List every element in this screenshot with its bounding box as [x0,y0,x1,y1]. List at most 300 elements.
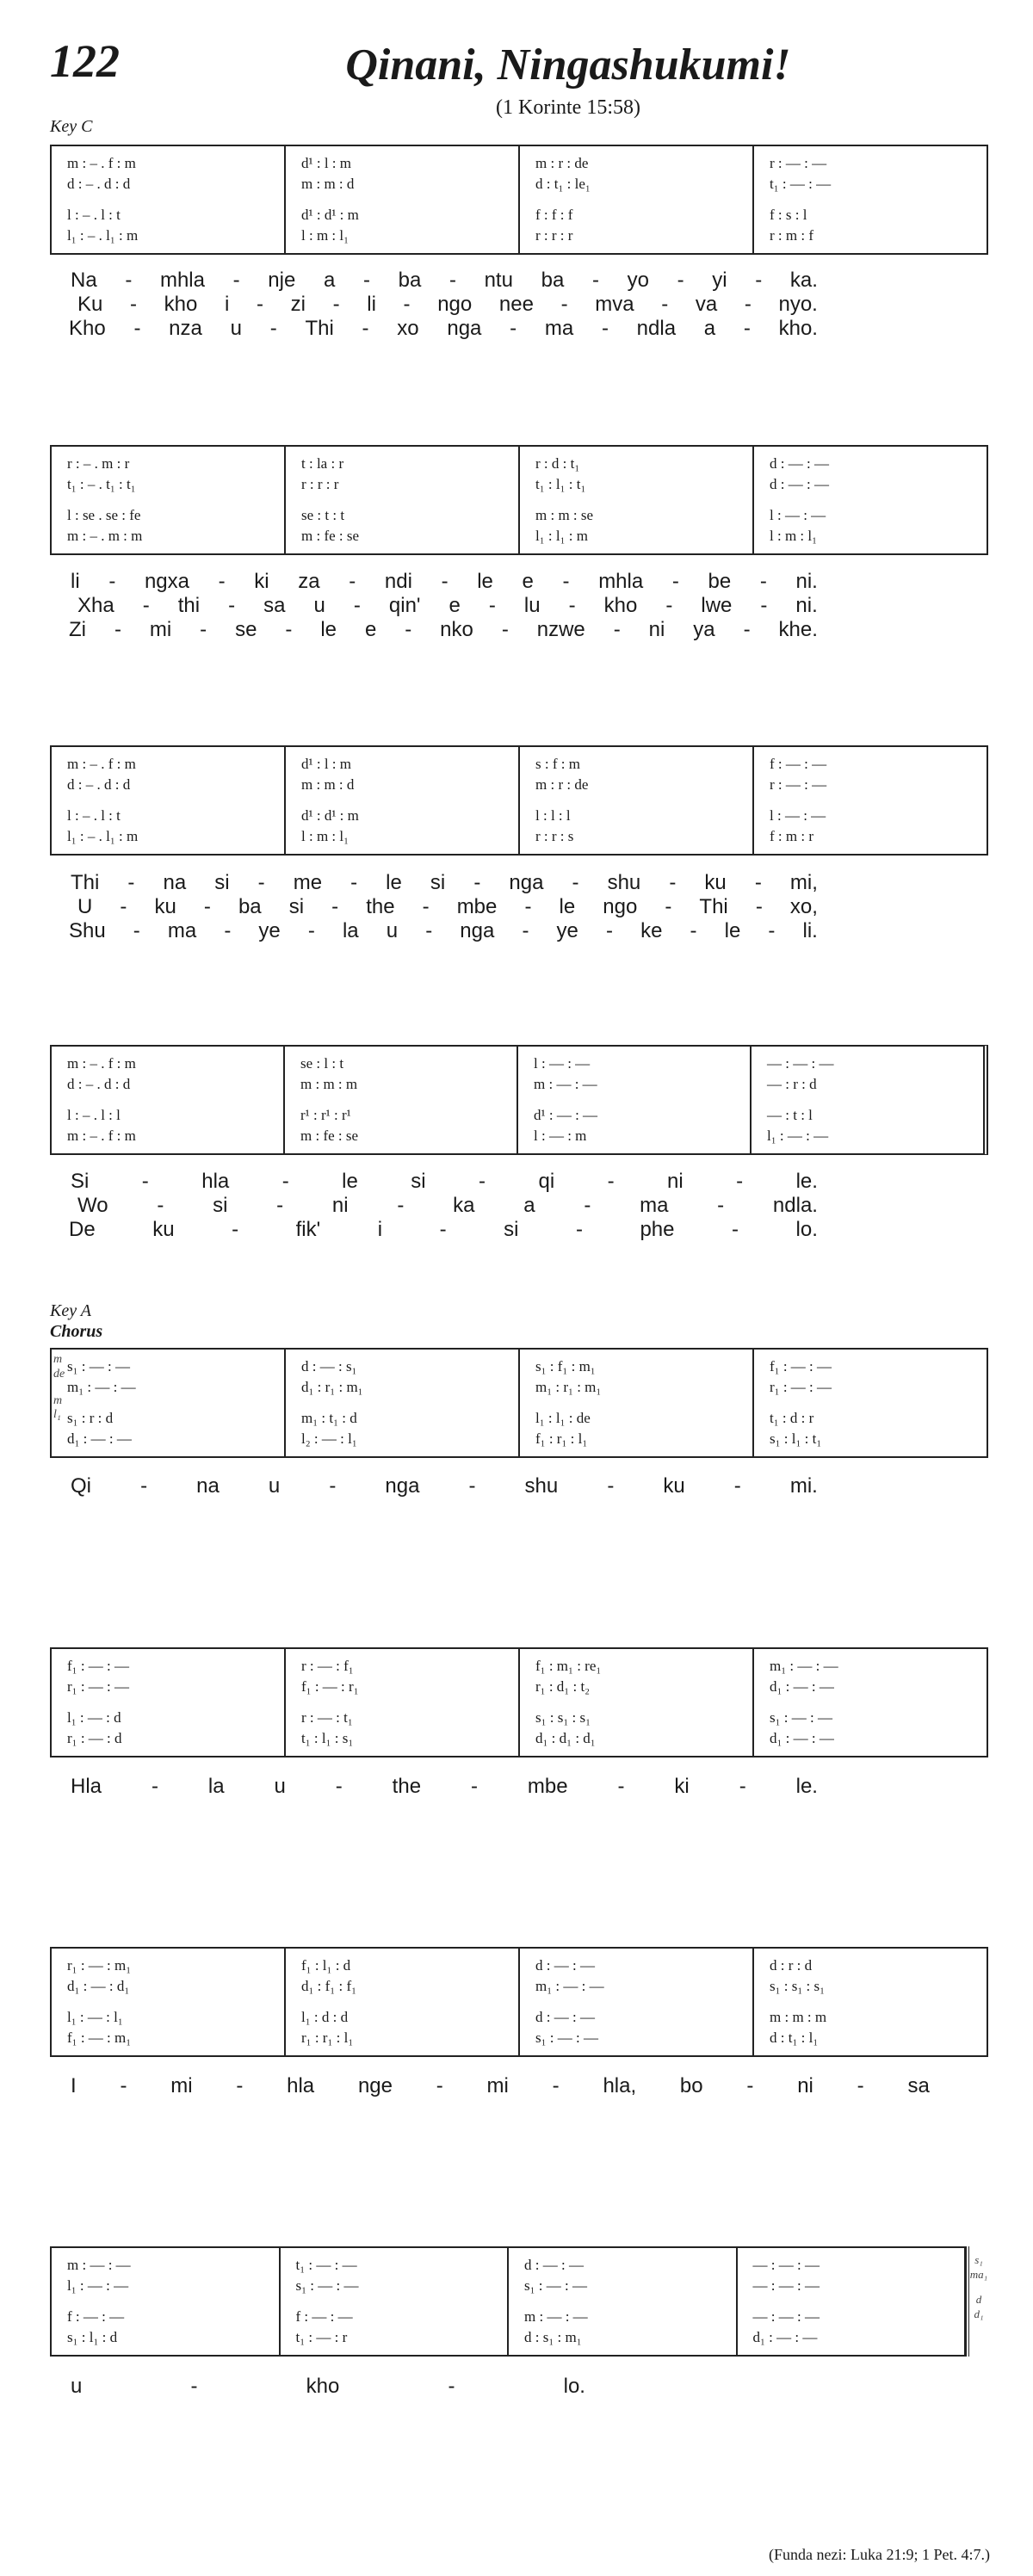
lyric-syllable: - [524,895,532,918]
lyric-syllable: kho [164,293,198,316]
lyric-syllable: - [349,570,356,593]
lyrics-block [0,1170,1033,1242]
lyric-line [0,1474,1033,1498]
lyric-syllable: - [607,1170,615,1193]
modulation-note: ma₁ [969,2267,988,2281]
lyric-syllable: le [559,895,576,918]
solfa-voice-part: m : m : se [535,507,594,523]
solfa-voice-part: l : l : l [535,807,571,824]
lyric-syllable: li. [802,919,818,942]
lyric-syllable: le [320,618,337,641]
lyric-line [0,618,1033,642]
solfa-voice-part: — : r : d [767,1076,817,1092]
lyric-syllable: - [552,2074,560,2097]
solfa-voice-part: f : — : — [295,2308,353,2325]
lyric-syllable: nee [498,293,534,316]
lyric-syllable: - [591,269,599,292]
lyric-syllable: e [364,618,377,641]
cross-reference: (Funda nezi: Luka 21:9; 1 Pet. 4:7.) [769,2546,990,2563]
measure [752,747,987,854]
solfa-voice-part: l₂ : — : l₁ [301,1430,357,1447]
lyric-syllable: lwe [701,594,733,617]
solfa-voice-part: r₁ : — : — [67,1678,130,1695]
solfa-voice-part: m₁ : — : — [770,1658,838,1674]
solfa-voice-part: r₁ : — : m₁ [67,1957,132,1974]
lyric-syllable: ni. [795,570,818,593]
lyric-syllable: ni [797,2074,813,2097]
lyric-syllable: - [127,871,135,894]
lyric-syllable: ba [398,269,422,292]
lyric-syllable: - [562,570,570,593]
modulation-note: d [975,2292,982,2306]
measure [284,447,518,553]
lyric-syllable: - [362,317,369,340]
lyric-syllable: ma [544,317,574,340]
lyric-syllable: - [422,895,430,918]
lyric-syllable: la [342,919,359,942]
solfa-voice-part: m : m : m [770,2009,827,2025]
lyric-syllable: ye [258,919,281,942]
lyric-syllable: - [617,1775,625,1798]
lyric-syllable: ye [556,919,578,942]
solfa-voice-part: m : m : m [300,1076,358,1092]
lyric-line [0,2375,1033,2399]
lyric-syllable: - [755,269,763,292]
lyric-syllable: lo. [563,2375,585,2398]
solfa-voice-part: r : – . m : r [67,455,130,472]
voice-marker: de [53,1367,65,1381]
solfa-voice-part: r : — : — [770,776,827,793]
solfa-voice-part: d : — : s₁ [301,1358,357,1374]
solfa-voice-part: s₁ : — : — [295,2277,359,2294]
voice-marker: l₁ [53,1408,61,1422]
solfa-voice-part: d : — : — [770,455,829,472]
lyric-syllable: - [501,618,509,641]
lyric-line [0,1775,1033,1799]
lyric-syllable: - [133,317,141,340]
solfa-voice-part: m₁ : — : — [67,1379,136,1395]
lyric-syllable: - [479,1170,486,1193]
chorus-label: Chorus [50,1322,103,1341]
lyric-syllable: ku [663,1474,685,1498]
lyric-syllable: - [669,871,677,894]
solfa-voice-part: m : fe : se [301,528,360,544]
lyric-syllable: - [665,895,672,918]
solfa-voice-part: l : se . se : fe [67,507,141,523]
lyric-syllable: - [601,317,609,340]
measure [52,1949,284,2055]
lyric-syllable: me [293,871,323,894]
lyric-syllable: - [353,594,361,617]
modulation-note: s₁ [974,2253,983,2266]
solfa-voice-part: d₁ : — : — [770,1730,834,1746]
lyric-syllable: fik' [295,1218,321,1241]
lyric-syllable: ki [254,570,269,593]
lyric-syllable: - [605,919,613,942]
solfa-voice-part: l : — : — [534,1055,591,1072]
lyric-syllable: Thi [305,317,334,340]
lyric-syllable: - [468,1474,476,1498]
lyric-syllable: U [77,895,93,918]
solfa-voice-part: l₁ : — : l₁ [67,2009,123,2025]
lyric-syllable: le [477,570,493,593]
solfa-voice-part: s₁ : s₁ : s₁ [535,1709,591,1726]
lyric-syllable: lu [523,594,541,617]
voice-markers [53,1353,65,1423]
lyric-syllable: Wo [77,1194,108,1217]
verse-system [50,1045,988,1155]
solfa-voice-part: m : — : — [524,2308,588,2325]
lyric-syllable: sa [263,594,286,617]
solfa-voice-part: l₁ : — : d [67,1709,121,1726]
lyric-syllable: - [746,2074,754,2097]
solfa-voice-part: l : – . l : t [67,207,121,223]
lyric-syllable: ni [331,1194,349,1217]
lyric-syllable: - [510,317,517,340]
lyric-syllable: u [230,317,242,340]
solfa-voice-part: — : — : — [752,2277,820,2294]
measure [52,1649,284,1756]
lyric-syllable: - [200,618,207,641]
lyric-syllable: - [329,1474,337,1498]
measure [518,447,752,553]
solfa-voice-part: r : r : r [535,227,573,244]
lyric-syllable: na [163,871,187,894]
lyric-syllable: xo, [789,895,818,918]
lyric-syllable: - [743,317,751,340]
lyric-syllable: se [235,618,257,641]
solfa-voice-part: d : t₁ : le₁ [535,176,591,192]
solfa-voice-part: m : – . f : m [67,155,136,171]
lyric-syllable: nyo. [778,293,818,316]
lyric-syllable: qi [538,1170,555,1193]
lyric-syllable: the [366,895,395,918]
solfa-voice-part: r₁ : d₁ : t₂ [535,1678,591,1695]
solfa-voice-part: f : — : — [67,2308,125,2325]
measure [752,146,987,253]
lyric-syllable: - [218,570,226,593]
solfa-voice-part: t₁ : – . t₁ : t₁ [67,476,136,492]
measure [52,1047,283,1153]
lyric-syllable: ma [167,919,197,942]
lyric-syllable: - [690,919,697,942]
solfa-voice-part: d : — : — [535,2009,595,2025]
solfa-voice-part: m₁ : t₁ : d [301,1410,357,1426]
lyric-syllable: phe [640,1218,675,1241]
solfa-voice-part: s₁ : — : — [535,2029,598,2046]
lyrics-block [0,871,1033,943]
lyric-syllable: ku [154,895,176,918]
solfa-voice-part: m : m : d [301,176,355,192]
lyric-syllable: - [743,618,751,641]
lyric-syllable: - [281,1170,289,1193]
lyric-syllable: - [350,871,358,894]
lyric-syllable: i [377,1218,383,1241]
measure [284,1350,518,1456]
solfa-voice-part: s₁ : l₁ : t₁ [770,1430,822,1447]
lyric-syllable: u [274,1775,286,1798]
lyric-syllable: - [607,1474,615,1498]
lyric-syllable: ndla [636,317,677,340]
lyric-syllable: Kho [69,317,106,340]
solfa-voice-part: s₁ : r : d [67,1410,114,1426]
lyric-syllable: va [695,293,718,316]
solfa-voice-part: m : – . f : m [67,1055,136,1072]
solfa-voice-part: f₁ : — : m₁ [67,2029,132,2046]
lyric-syllable: - [470,1775,478,1798]
lyric-syllable: De [69,1218,96,1241]
lyric-syllable: zi [290,293,306,316]
modulation-note: d₁ [974,2307,984,2320]
lyric-syllable: - [276,1194,284,1217]
solfa-voice-part: r₁ : r₁ : l₁ [301,2029,354,2046]
solfa-voice-part: m : fe : se [300,1127,359,1144]
solfa-voice-part: d₁ : — : — [752,2329,818,2345]
lyric-syllable: - [141,1170,149,1193]
solfa-voice-part: m : m : d [301,776,355,793]
solfa-voice-part: l₁ : d : d [301,2009,349,2025]
solfa-voice-part: m : – . f : m [67,1127,136,1144]
measure [52,447,284,553]
measure [518,1350,752,1456]
lyric-syllable: - [232,269,240,292]
lyric-syllable: lo. [795,1218,818,1241]
lyric-syllable: be [708,570,732,593]
solfa-voice-part: r₁ : — : — [770,1379,832,1395]
lyric-syllable: shu [607,871,641,894]
key-label-chorus: Key A [50,1301,91,1320]
lyric-syllable: ni [667,1170,684,1193]
lyrics-block [0,1474,1033,1498]
measure [284,747,518,854]
solfa-voice-part: l₁ : – . l₁ : m [67,227,139,244]
solfa-voice-part: t₁ : — : — [295,2257,357,2273]
lyric-syllable: - [256,293,263,316]
lyric-syllable: - [665,594,673,617]
solfa-voice-part: d : s₁ : m₁ [524,2329,582,2345]
lyric-syllable: mhla [159,269,205,292]
lyric-syllable: - [759,570,767,593]
solfa-voice-part: d : — : — [524,2257,584,2273]
lyric-syllable: mi. [789,1474,818,1498]
solfa-voice-part: d : – . d : d [67,1076,131,1092]
lyric-syllable: xo [397,317,419,340]
measure [52,146,284,253]
solfa-voice-part: d : — : — [770,476,829,492]
solfa-voice-part: t₁ : l₁ : t₁ [535,476,586,492]
solfa-voice-part: f : — : — [770,756,827,772]
lyric-syllable: ba [541,269,565,292]
lyric-syllable: nzwe [536,618,585,641]
lyric-syllable: ni [648,618,665,641]
lyric-syllable: bo [679,2074,703,2097]
lyric-syllable: - [448,2375,455,2398]
verse-system [50,145,988,255]
measure [284,146,518,253]
solfa-voice-part: — : t : l [767,1107,813,1123]
lyric-syllable: ndla. [772,1194,818,1217]
measure [518,1649,752,1756]
lyric-syllable: a [523,1194,535,1217]
solfa-voice-part: l : — : m [534,1127,587,1144]
lyrics-block [0,2375,1033,2399]
lyric-syllable: u [313,594,325,617]
solfa-voice-part: l₁ : l₁ : m [535,528,588,544]
lyric-syllable: Shu [69,919,106,942]
solfa-voice-part: m : r : de [535,776,589,793]
lyric-syllable: si [411,1170,426,1193]
solfa-voice-part: f₁ : — : — [770,1358,832,1374]
lyric-line [0,919,1033,943]
chorus-system [50,1947,988,2057]
lyric-syllable: thi [177,594,201,617]
solfa-voice-part: d¹ : l : m [301,155,351,171]
solfa-voice-part: f : f : f [535,207,573,223]
solfa-voice-part: s₁ : — : — [524,2277,587,2294]
measure [52,1350,284,1456]
solfa-voice-part: d₁ : f₁ : f₁ [301,1978,357,1994]
solfa-voice-part: d : – . d : d [67,176,131,192]
solfa-voice-part: m₁ : r₁ : m₁ [535,1379,602,1395]
solfa-voice-part: m₁ : — : — [535,1978,604,1994]
solfa-voice-part: l₁ : – . l₁ : m [67,828,139,844]
lyric-line [0,2074,1033,2098]
solfa-voice-part: l : m : l₁ [301,227,349,244]
lyric-syllable: ni. [795,594,818,617]
measure [752,447,987,553]
lyric-syllable: ba [238,895,262,918]
lyric-line [0,269,1033,293]
lyric-syllable: ngxa [144,570,189,593]
lyric-syllable: - [448,269,456,292]
solfa-voice-part: d¹ : d¹ : m [301,207,359,223]
voice-marker: m [53,1353,63,1366]
lyrics-block [0,2074,1033,2098]
measure [284,1949,518,2055]
lyric-syllable: - [568,594,576,617]
chorus-system [50,2246,966,2357]
solfa-voice-part: s₁ : f₁ : m₁ [535,1358,596,1374]
lyric-syllable: ya [693,618,715,641]
solfa-voice-part: d : — : — [535,1957,595,1974]
measure [752,1949,987,2055]
lyric-syllable: hla, [603,2074,637,2097]
lyric-syllable: - [441,570,448,593]
measure [518,747,752,854]
lyric-syllable: yi [712,269,727,292]
lyric-syllable: Thi [71,871,100,894]
lyric-syllable: - [130,293,137,316]
lyric-syllable: shu [524,1474,559,1498]
lyric-syllable: li [367,293,376,316]
solfa-voice-part: l₁ : l₁ : de [535,1410,591,1426]
lyric-syllable: - [857,2074,864,2097]
lyric-line [0,1218,1033,1242]
lyric-syllable: la [207,1775,225,1798]
lyric-syllable: ma [640,1194,669,1217]
solfa-voice-part: s₁ : s₁ : s₁ [770,1978,826,1994]
lyric-syllable: Hla [71,1775,102,1798]
solfa-voice-part: f : s : l [770,207,807,223]
lyric-syllable: ki [674,1775,690,1798]
lyric-syllable: - [677,269,684,292]
solfa-voice-part: l : — : — [770,807,826,824]
solfa-voice-part: r : — : t₁ [301,1709,353,1726]
solfa-voice-part: d¹ : d¹ : m [301,807,359,824]
solfa-voice-part: l : – . l : t [67,807,121,824]
lyric-syllable: khe. [778,618,818,641]
lyric-syllable: - [257,871,265,894]
lyric-syllable: a [703,317,716,340]
lyric-syllable: si [504,1218,519,1241]
measure [518,1949,752,2055]
lyric-syllable: ntu [484,269,513,292]
solfa-voice-part: f : m : r [770,828,813,844]
lyric-syllable: Qi [71,1474,91,1498]
lyric-syllable: - [397,1194,405,1217]
lyric-syllable: mi, [789,871,818,894]
solfa-voice-part: r : r : s [535,828,574,844]
lyric-syllable: - [224,919,232,942]
lyric-syllable: - [572,871,579,894]
lyric-syllable: si [288,895,305,918]
measure [752,1350,987,1456]
solfa-voice-part: s : f : m [535,756,580,772]
solfa-voice-part: l₁ : — : — [67,2277,129,2294]
solfa-voice-part: s₁ : l₁ : d [67,2329,118,2345]
solfa-voice-part: — : — : — [752,2308,820,2325]
lyric-line [0,317,1033,341]
lyric-syllable: si [214,871,230,894]
solfa-voice-part: r : d : t₁ [535,455,580,472]
solfa-voice-part: d₁ : — : — [770,1678,834,1695]
measure [516,1047,750,1153]
solfa-voice-part: d₁ : d₁ : d₁ [535,1730,596,1746]
lyric-syllable: - [125,269,133,292]
solfa-voice-part: d¹ : — : — [534,1107,598,1123]
lyric-syllable: Ku [77,293,103,316]
solfa-voice-part: s₁ : — : — [770,1709,832,1726]
solfa-voice-part: f₁ : — : r₁ [301,1678,359,1695]
lyric-syllable: - [335,1775,343,1798]
lyric-syllable: - [439,1218,447,1241]
lyric-syllable: le [386,871,402,894]
lyric-syllable: le. [795,1170,818,1193]
lyric-syllable: le [724,919,741,942]
lyric-syllable: Thi [699,895,728,918]
lyric-syllable: kho [603,594,638,617]
lyric-syllable: - [142,594,150,617]
lyric-syllable: nza [169,317,202,340]
lyric-syllable: the [392,1775,422,1798]
lyric-syllable: kho. [778,317,818,340]
lyric-syllable: ngo [603,895,638,918]
chorus-system [50,1348,988,1458]
solfa-voice-part: m : — : — [67,2257,131,2273]
lyric-syllable: Si [71,1170,90,1193]
lyric-syllable: mbe [527,1775,568,1798]
measure [283,1047,516,1153]
lyric-syllable: Xha [77,594,114,617]
lyric-syllable: - [755,895,763,918]
lyric-syllable: - [744,293,752,316]
lyric-line [0,570,1033,594]
solfa-voice-part: m : – . f : m [67,756,136,772]
lyric-syllable: e [522,570,534,593]
lyric-syllable: u [386,919,399,942]
lyric-syllable: - [108,570,116,593]
lyric-syllable: kho [306,2375,340,2398]
